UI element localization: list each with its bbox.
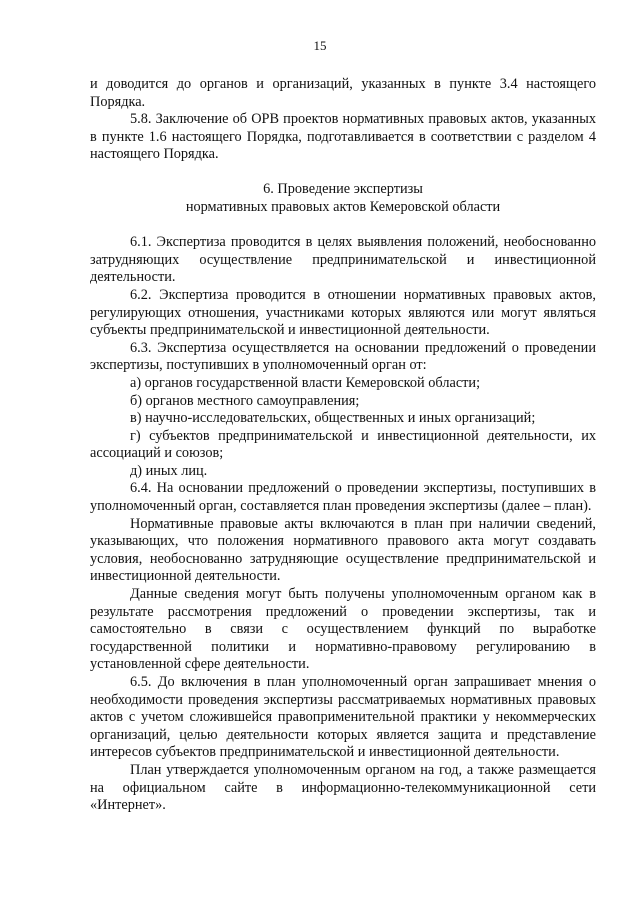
paragraph-plan-approval: План утверждается уполномоченным органом на год, а также размещается на официальном сайте в информационно-телекоммуникационной сети «Интернет». bbox=[90, 761, 596, 814]
paragraph-6-1: 6.1. Экспертиза проводится в целях выявления положений, необоснованно затрудняющих осуществление предпринимательской и инвестиционной деятельности. bbox=[90, 234, 596, 286]
list-item-g: г) субъектов предпринимательской и инвестиционной деятельности, их ассоциаций и союзов; bbox=[90, 427, 596, 462]
paragraph-5-8: 5.8. Заключение об ОРВ проектов нормативных правовых актов, указанных в пункте 1.6 настоящего Порядка, подготавливается в соответствии с разделом 4 настоящего Порядка. bbox=[90, 111, 596, 163]
paragraph-inclusion-criteria: Нормативные правовые акты включаются в план при наличии сведений, указывающих, что положения нормативного правового акта могут создавать условия, необоснованно затрудняющие осуществление предпринимательской и инвестиционной деятельности. bbox=[90, 515, 596, 585]
list-item-v: в) научно-исследовательских, общественных и иных организаций; bbox=[130, 410, 536, 427]
list-item-a: а) органов государственной власти Кемеровской области; bbox=[130, 374, 481, 391]
paragraph-data-sources: Данные сведения могут быть получены уполномоченным органом как в результате рассмотрения предложений о проведении экспертизы, так и самостоятельно в связи с осуществлением функций по выработке государственной политики и нормативно-правовому регулированию в установленной сфере деятельности. bbox=[90, 586, 596, 673]
paragraph-continuation: и доводится до органов и организаций, указанных в пункте 3.4 настоящего Порядка. bbox=[90, 76, 596, 110]
list-item-d: д) иных лиц. bbox=[130, 462, 208, 479]
document-body bbox=[90, 76, 596, 815]
paragraph-6-5: 6.5. До включения в план уполномоченный орган запрашивает мнения о необходимости проведения экспертизы рассматриваемых нормативных правовых актов с учетом сложившейся правоприменительной практики у некоммерческих организаций, целью деятельности которых является защита и представление интересов субъектов предпринимательской и инвестиционной деятельности. bbox=[90, 674, 596, 761]
section-title-line-2: нормативных правовых актов Кемеровской области bbox=[185, 198, 501, 215]
list-item-b: б) органов местного самоуправления; bbox=[130, 392, 360, 409]
page-number: 15 bbox=[313, 38, 327, 53]
section-title-line-1: 6. Проведение экспертизы bbox=[263, 180, 423, 197]
paragraph-6-3: 6.3. Экспертиза осуществляется на основании предложений о проведении экспертизы, поступивших в уполномоченный орган от: bbox=[90, 339, 596, 374]
paragraph-6-4: 6.4. На основании предложений о проведении экспертизы, поступивших в уполномоченный орган, составляется план проведения экспертизы (далее – план). bbox=[90, 480, 596, 515]
paragraph-6-2: 6.2. Экспертиза проводится в отношении нормативных правовых актов, регулирующих отношения, участниками которых являются или могут являться субъекты предпринимательской и инвестиционной деятельности. bbox=[90, 286, 596, 339]
